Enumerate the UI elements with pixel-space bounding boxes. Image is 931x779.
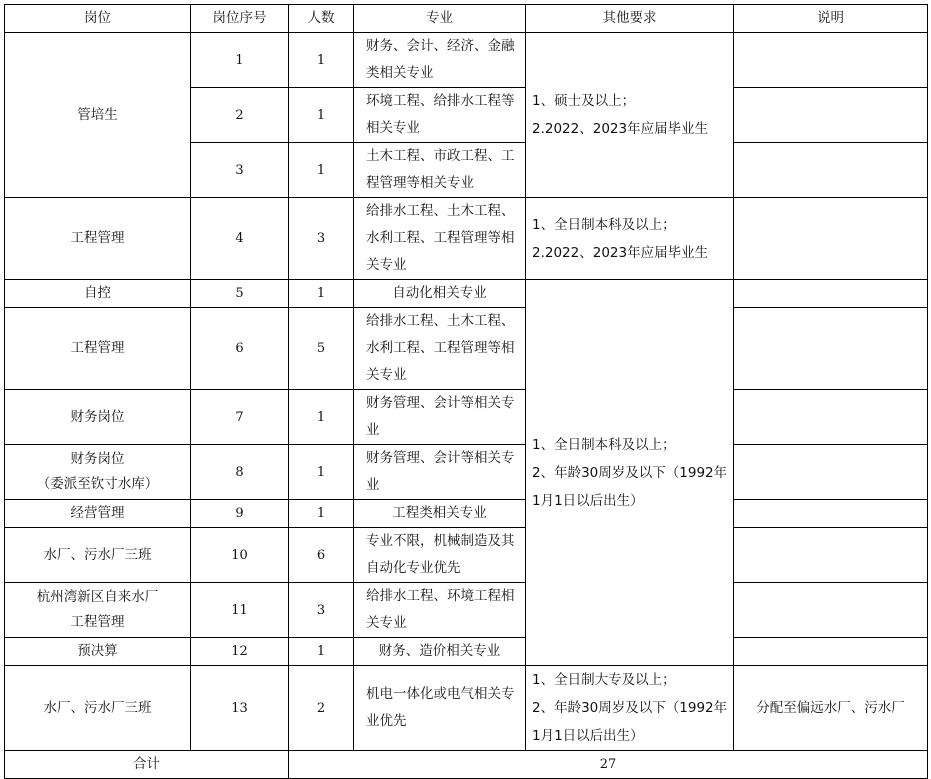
major-line: 水利工程、工程管理等相 (366, 230, 515, 246)
header-row (5, 5, 928, 33)
position-cell: 自控 (5, 280, 191, 308)
seq-cell: 2 (191, 88, 289, 143)
position-cell: 经营管理 (5, 500, 191, 528)
seq-cell: 13 (191, 666, 289, 751)
table-row (5, 308, 928, 390)
major-cell (354, 143, 526, 198)
position-line: 杭州湾新区自来水厂 (36, 589, 159, 605)
major-line: 类相关专业 (366, 65, 434, 81)
table-row (5, 280, 928, 308)
major-line: 业 (366, 422, 380, 438)
position-cell: 财务岗位 (5, 390, 191, 445)
count-cell: 2 (289, 666, 354, 751)
major-cell: 工程类相关专业 (354, 500, 526, 528)
header-major: 专业 (354, 5, 526, 33)
major-cell (354, 445, 526, 500)
table-row (5, 445, 928, 500)
seq-cell: 8 (191, 445, 289, 500)
note-cell: 分配至偏远水厂、污水厂 (734, 666, 928, 751)
requirement-line: 1、全日制本科及以上； (532, 216, 676, 233)
header-seq: 岗位序号 (191, 5, 289, 33)
note-cell (734, 583, 928, 638)
seq-cell: 12 (191, 638, 289, 666)
requirement-line: 2、年龄30周岁及以下（1992年 (532, 464, 728, 481)
note-cell (734, 143, 928, 198)
requirements-cell (526, 198, 734, 280)
major-cell (354, 390, 526, 445)
position-cell (5, 583, 191, 638)
count-cell: 1 (289, 88, 354, 143)
note-cell (734, 308, 928, 390)
table-row (5, 500, 928, 528)
requirement-line: 1月1日以后出生） (532, 492, 644, 509)
table-row (5, 638, 928, 666)
seq-cell: 3 (191, 143, 289, 198)
requirement-line: 1、全日制大专及以上； (532, 672, 676, 688)
table-row (5, 198, 928, 280)
count-cell: 6 (289, 528, 354, 583)
major-cell (354, 88, 526, 143)
major-line: 相关专业 (366, 120, 420, 136)
position-line: 工程管理 (70, 614, 125, 630)
requirements-cell (526, 666, 734, 751)
header-count: 人数 (289, 5, 354, 33)
count-cell: 1 (289, 390, 354, 445)
header-notes: 说明 (734, 5, 928, 33)
major-cell (354, 528, 526, 583)
major-cell (354, 666, 526, 751)
count-cell: 1 (289, 445, 354, 500)
note-cell (734, 198, 928, 280)
requirement-line: 1、硕士及以上； (532, 93, 636, 109)
major-cell (354, 198, 526, 280)
count-cell: 1 (289, 638, 354, 666)
seq-cell: 9 (191, 500, 289, 528)
total-row (5, 751, 928, 779)
requirements-cell (526, 280, 734, 666)
table-row (5, 666, 928, 751)
requirement-line: 1月1日以后出生） (532, 728, 644, 744)
requirement-line: 1、全日制本科及以上； (532, 436, 676, 453)
major-cell (354, 33, 526, 88)
major-line: 水利工程、工程管理等相 (366, 340, 515, 356)
major-cell: 自动化相关专业 (354, 280, 526, 308)
major-line: 给排水工程、土木工程、 (366, 313, 515, 329)
total-label: 合计 (5, 751, 289, 779)
major-line: 环境工程、给排水工程等 (366, 93, 515, 109)
position-cell: 工程管理 (5, 308, 191, 390)
position-line: 财务岗位 (70, 451, 125, 467)
position-cell: 水厂、污水厂三班 (5, 666, 191, 751)
major-line: 自动化专业优先 (366, 560, 461, 576)
note-cell (734, 528, 928, 583)
position-cell (5, 445, 191, 500)
major-line: 专业不限，机械制造及其 (366, 533, 515, 549)
major-line: 给排水工程、环境工程相 (366, 588, 515, 604)
major-line: 业优先 (366, 713, 407, 729)
count-cell: 1 (289, 280, 354, 308)
note-cell (734, 88, 928, 143)
note-cell (734, 445, 928, 500)
major-line: 机电一体化或电气相关专 (366, 686, 515, 702)
total-value: 27 (289, 751, 928, 779)
header-requirements: 其他要求 (526, 5, 734, 33)
count-cell: 5 (289, 308, 354, 390)
major-line: 土木工程、市政工程、工 (366, 148, 515, 164)
major-line: 程管理等相关专业 (366, 175, 474, 191)
count-cell: 1 (289, 33, 354, 88)
table-row (5, 528, 928, 583)
major-cell: 财务、造价相关专业 (354, 638, 526, 666)
requirements-cell (526, 33, 734, 198)
major-line: 关专业 (366, 367, 407, 383)
major-line: 财务管理、会计等相关专 (366, 450, 515, 466)
position-line: （委派至钦寸水库） (36, 476, 159, 492)
requirement-line: 2、年龄30周岁及以下（1992年 (532, 700, 728, 716)
seq-cell: 6 (191, 308, 289, 390)
seq-cell: 5 (191, 280, 289, 308)
major-line: 给排水工程、土木工程、 (366, 203, 515, 219)
recruitment-table (4, 4, 928, 779)
position-cell: 管培生 (5, 33, 191, 198)
note-cell (734, 33, 928, 88)
seq-cell: 10 (191, 528, 289, 583)
seq-cell: 11 (191, 583, 289, 638)
major-line: 业 (366, 477, 380, 493)
note-cell (734, 638, 928, 666)
major-line: 财务管理、会计等相关专 (366, 395, 515, 411)
note-cell (734, 500, 928, 528)
major-line: 关专业 (366, 257, 407, 273)
count-cell: 1 (289, 500, 354, 528)
seq-cell: 1 (191, 33, 289, 88)
position-cell: 预决算 (5, 638, 191, 666)
position-cell: 工程管理 (5, 198, 191, 280)
major-cell (354, 308, 526, 390)
header-position: 岗位 (5, 5, 191, 33)
major-line: 关专业 (366, 615, 407, 631)
table-row (5, 583, 928, 638)
requirement-line: 2.2022、2023年应届毕业生 (532, 121, 709, 137)
count-cell: 3 (289, 583, 354, 638)
major-cell (354, 583, 526, 638)
position-cell: 水厂、污水厂三班 (5, 528, 191, 583)
note-cell (734, 390, 928, 445)
note-cell (734, 280, 928, 308)
count-cell: 3 (289, 198, 354, 280)
requirement-line: 2.2022、2023年应届毕业生 (532, 244, 709, 261)
seq-cell: 4 (191, 198, 289, 280)
table-row (5, 33, 928, 88)
seq-cell: 7 (191, 390, 289, 445)
major-line: 财务、会计、经济、金融 (366, 38, 515, 54)
table-row (5, 390, 928, 445)
count-cell: 1 (289, 143, 354, 198)
